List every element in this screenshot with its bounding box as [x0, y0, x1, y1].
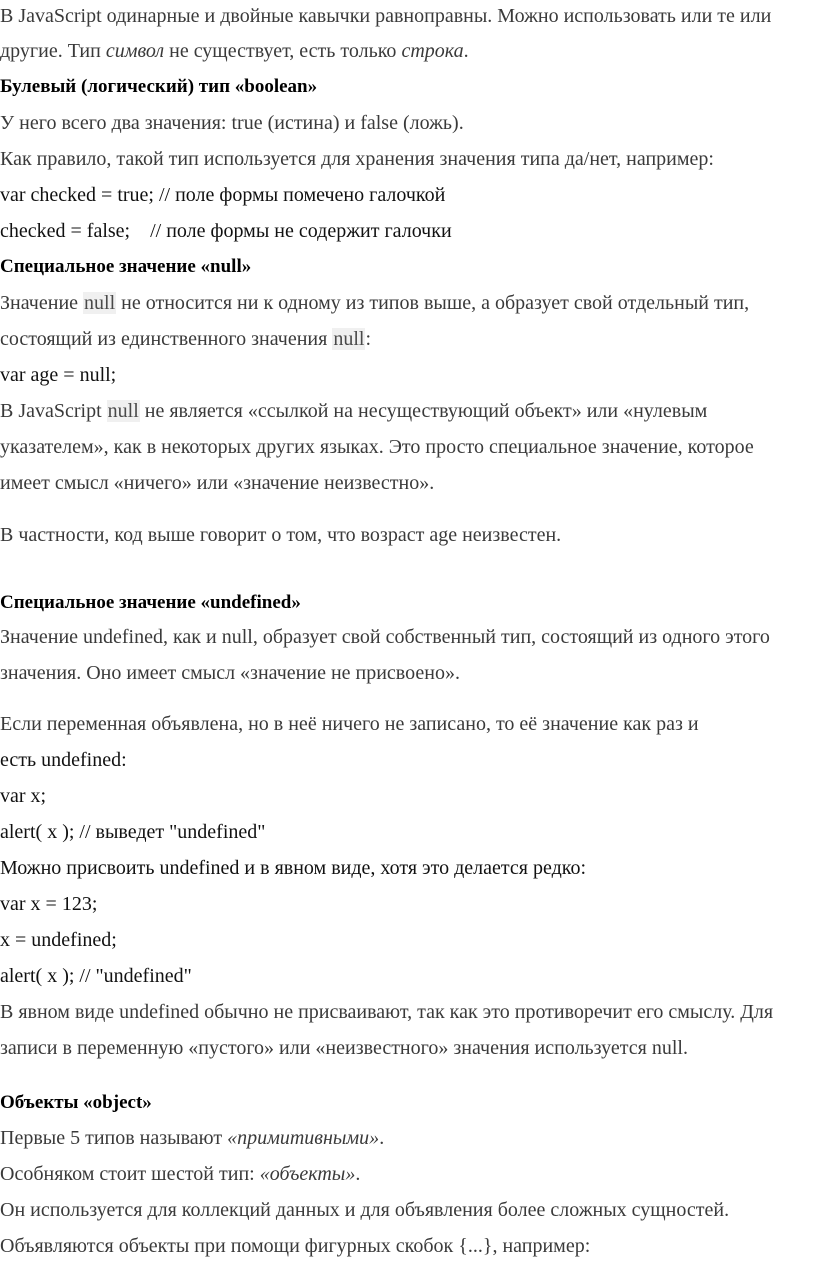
undefined-paragraph-1-line-2: значения. Оно имеет смысл «значение не присвоено». [0, 662, 460, 684]
object-text: Первые 5 типов называют [0, 1127, 228, 1149]
object-paragraph-4: Объявляются объекты при помощи фигурных скобок {...}, например: [0, 1235, 591, 1257]
null-keyword: null [333, 328, 365, 350]
undefined-heading: Специальное значение «undefined» [0, 592, 301, 613]
symbol-term: символ [105, 40, 165, 62]
null-paragraph-2-line-1 [0, 398, 707, 424]
null-keyword: null [107, 400, 139, 422]
null-text: Значение [0, 292, 84, 314]
null-text: : [365, 328, 371, 350]
object-heading: Объекты «object» [0, 1092, 152, 1113]
null-text: состоящий из единственного значения [0, 328, 333, 350]
undefined-code-5: alert( x ); // "undefined" [0, 965, 192, 987]
primitive-term: «примитивными» [227, 1127, 380, 1149]
object-paragraph-2 [0, 1161, 360, 1187]
undefined-code-3: var x = 123; [0, 893, 98, 915]
string-term: строка [401, 40, 464, 62]
boolean-heading: Булевый (логический) тип «boolean» [0, 76, 318, 97]
boolean-text-2: Как правило, такой тип используется для хранения значения типа да/нет, например: [0, 148, 714, 170]
null-keyword: null [84, 292, 116, 314]
object-text: . [355, 1163, 361, 1185]
null-heading: Специальное значение «null» [0, 256, 252, 277]
boolean-code-2: checked = false; // поле формы не содержит галочки [0, 220, 452, 242]
undefined-code-4: x = undefined; [0, 929, 117, 951]
quotes-paragraph-line-2 [0, 38, 469, 64]
undefined-paragraph-4-line-2: записи в переменную «пустого» или «неизвестного» значения используется null. [0, 1037, 688, 1059]
quotes-text: другие. Тип [0, 40, 106, 62]
object-text: Особняком стоит шестой тип: [0, 1163, 260, 1185]
null-paragraph-line-1 [0, 290, 749, 316]
undefined-paragraph-2-line-2: есть undefined: [0, 749, 127, 771]
null-paragraph-2-line-2: указателем», как в некоторых других языках. Это просто специальное значение, которое [0, 436, 754, 458]
objects-term: «объекты» [259, 1163, 356, 1185]
null-paragraph-3: В частности, код выше говорит о том, что возраст age неизвестен. [0, 524, 562, 546]
boolean-code-1: var checked = true; // поле формы помечено галочкой [0, 184, 446, 206]
undefined-code-1: var x; [0, 785, 47, 807]
undefined-paragraph-4-line-1: В явном виде undefined обычно не присваивают, так как это противоречит его смыслу. Для [0, 1001, 774, 1023]
null-text: В JavaScript [0, 400, 107, 422]
null-paragraph-line-2 [0, 326, 371, 352]
object-paragraph-1 [0, 1125, 384, 1151]
undefined-paragraph-1-line-1: Значение undefined, как и null, образует свой собственный тип, состоящий из одного этого [0, 626, 770, 648]
quotes-text: . [463, 40, 469, 62]
undefined-code-2: alert( x ); // выведет "undefined" [0, 821, 266, 843]
boolean-text-1: У него всего два значения: true (истина) и false (ложь). [0, 112, 464, 134]
object-text: . [379, 1127, 385, 1149]
null-text: не является «ссылкой на несуществующий объект» или «нулевым [139, 400, 708, 422]
undefined-paragraph-2-line-1: Если переменная объявлена, но в неё ничего не записано, то её значение как раз и [0, 713, 699, 735]
null-paragraph-2-line-3: имеет смысл «ничего» или «значение неизвестно». [0, 472, 435, 494]
object-paragraph-3: Он используется для коллекций данных и для объявления более сложных сущностей. [0, 1199, 730, 1221]
null-text: не относится ни к одному из типов выше, а образует свой отдельный тип, [116, 292, 750, 314]
undefined-paragraph-3: Можно присвоить undefined и в явном виде, хотя это делается редко: [0, 857, 587, 879]
quotes-text: В JavaScript одинарные и двойные кавычки равноправны. Можно использовать или те или [0, 5, 772, 27]
quotes-paragraph-line-1 [0, 3, 771, 29]
null-code: var age = null; [0, 364, 117, 386]
quotes-text: не существует, есть только [164, 40, 402, 62]
